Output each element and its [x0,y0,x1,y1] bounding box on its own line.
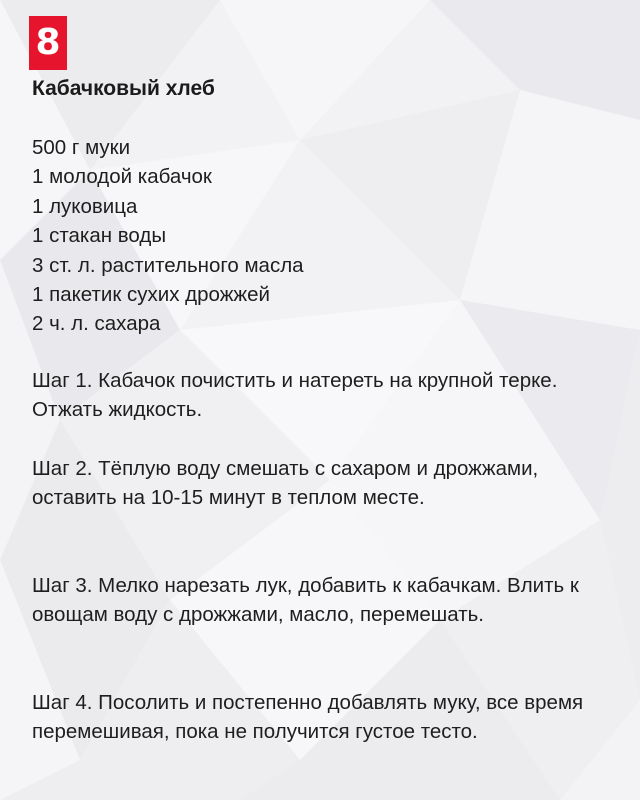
ingredient-item: 2 ч. л. сахара [32,312,161,336]
step-1: Шаг 1. Кабачок почистить и натереть на крупной терке. Отжать жидкость. [32,369,558,422]
step-3: Шаг 3. Мелко нарезать лук, добавить к кабачкам. Влить к овощам воду с дрожжами, масло, перемешать. [32,574,579,627]
ingredients-list [32,133,622,339]
page-number-badge: 8 [29,16,67,70]
ingredient-item: 1 пакетик сухих дрожжей [32,283,270,307]
ingredient-item: 1 луковица [32,194,138,218]
ingredient-item: 1 стакан воды [32,224,167,248]
ingredient-item: 3 ст. л. растительного масла [32,253,304,277]
recipe-title: Кабачковый хлеб [32,77,215,100]
ingredient-item: 1 молодой кабачок [32,165,212,189]
step-2: Шаг 2. Тёплую воду смешать с сахаром и дрожжами, оставить на 10-15 минут в теплом месте. [32,457,539,510]
ingredient-item: 500 г муки [32,136,131,159]
step-4: Шаг 4. Посолить и постепенно добавлять муку, все время перемешивая, пока не получится густое тесто. [32,691,584,744]
